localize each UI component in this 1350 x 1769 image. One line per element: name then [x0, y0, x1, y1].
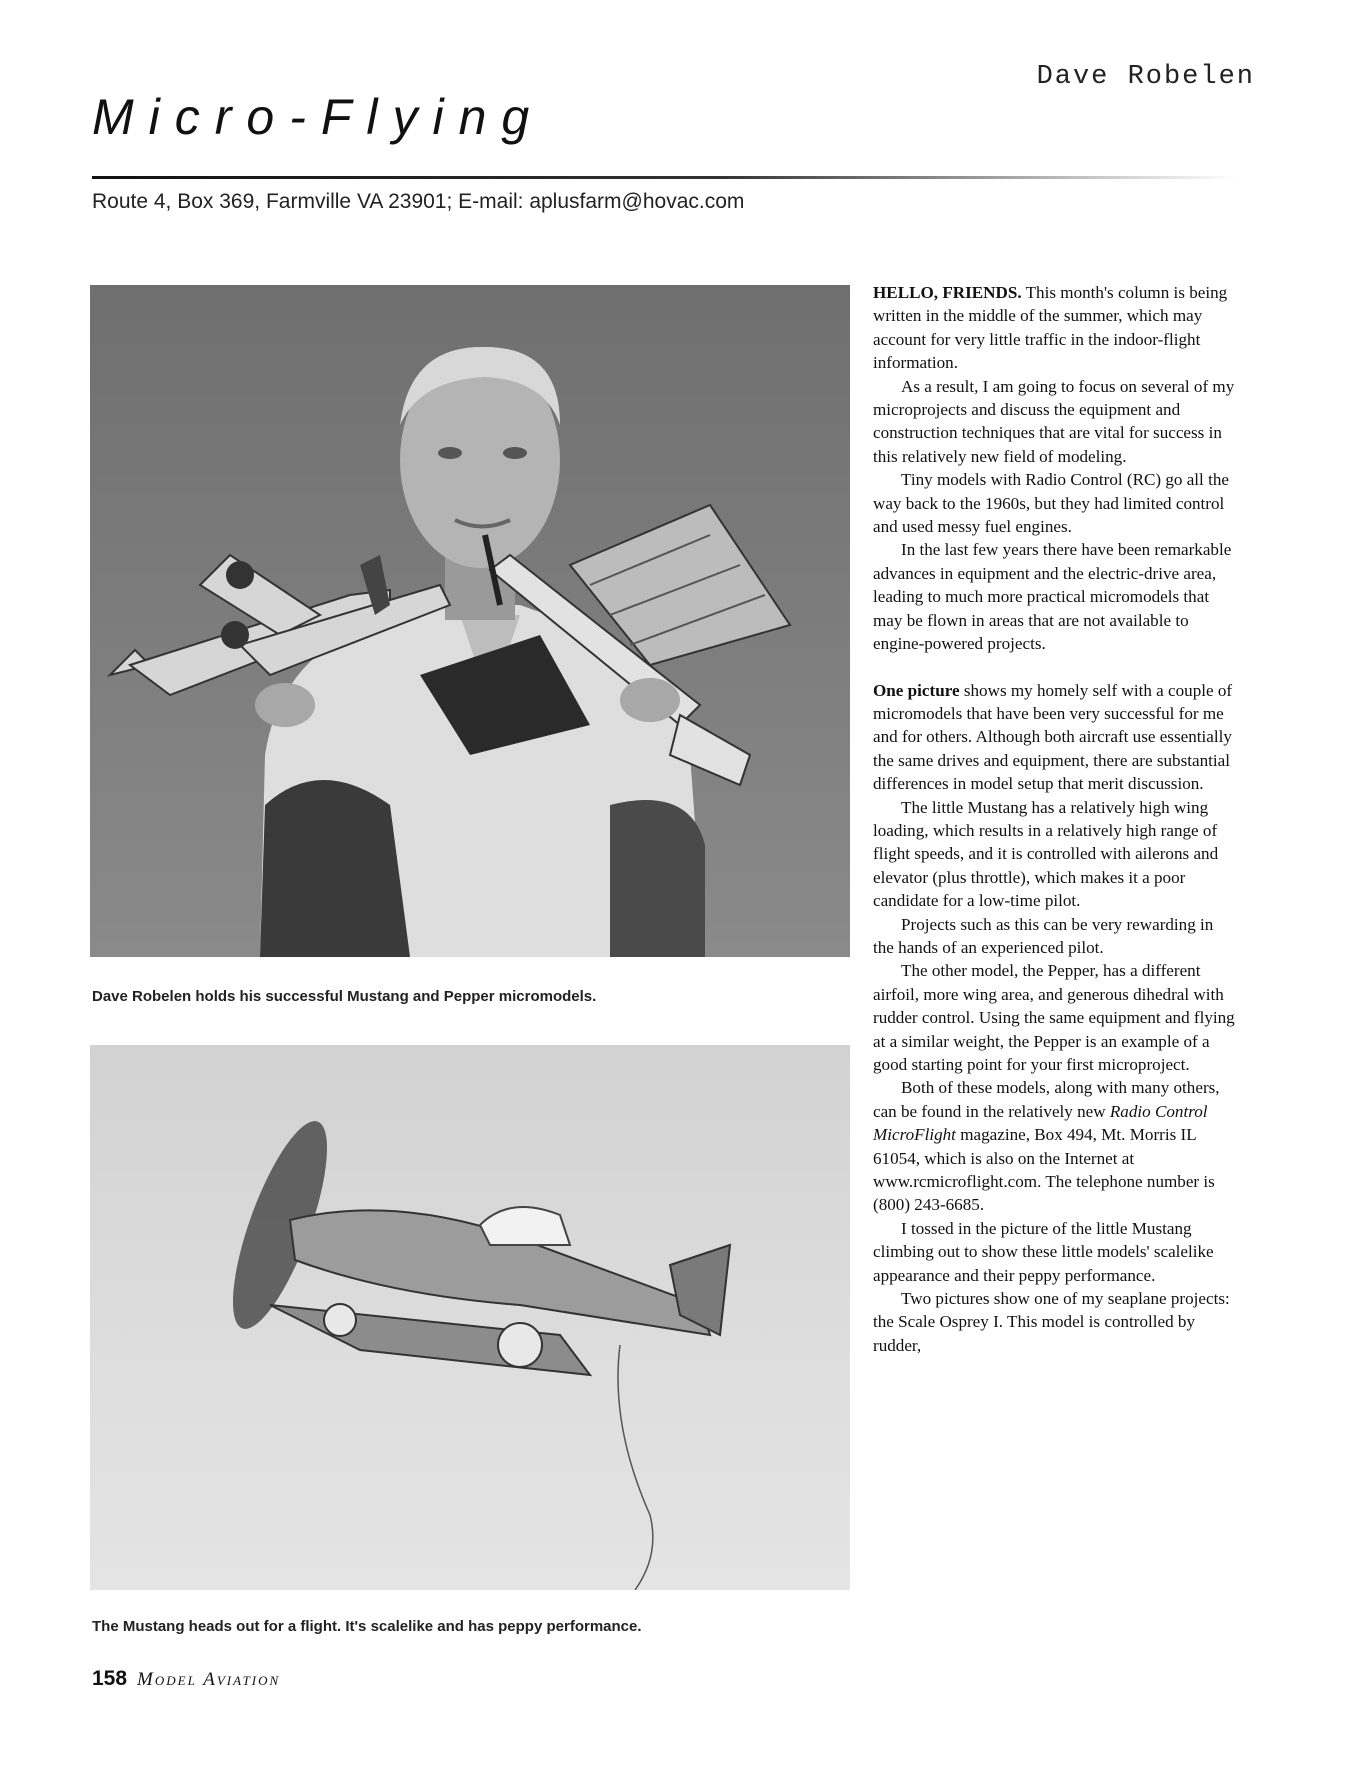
article-lead-in: HELLO, FRIENDS.	[873, 283, 1022, 302]
magazine-name: Model Aviation	[137, 1669, 281, 1690]
article-text: This month's column is being written in the middle of the summer, which may account for very little traffic in the indoor-flight information.	[873, 283, 1228, 373]
article-paragraph: The other model, the Pepper, has a different airfoil, more wing area, and generous dihedral with rudder control. Using the same equipment and flying at a similar weight, the Pepper is an example of a good starting point for your first microproject.	[873, 961, 1235, 1074]
article-paragraph: I tossed in the picture of the little Mustang climbing out to show these little models' scalelike appearance and their peppy performance.	[873, 1218, 1214, 1285]
article-text: shows my homely self with a couple of micromodels that have been very successful for me and for others. Although both aircraft use essentially the same drives and equipment, there are substantial differences in model setup that merit discussion.	[873, 680, 1233, 794]
article-paragraph: Tiny models with Radio Control (RC) go all the way back to the 1960s, but they had limited control and used messy fuel engines.	[873, 470, 1229, 537]
article-paragraph: Projects such as this can be very rewarding in the hands of an experienced pilot.	[873, 914, 1214, 957]
article-text: Both of these models, along with many others, can be found in the relatively new	[873, 1078, 1220, 1121]
article-paragraph	[873, 1076, 1235, 1216]
column-title: Micro-Flying	[92, 89, 545, 145]
article-text: magazine, Box 494, Mt. Morris IL 61054, which is also on the Internet at www.rcmicroflight.com. The telephone number is (800) 243-6685.	[873, 1125, 1215, 1215]
header-rule	[92, 176, 1237, 179]
photo2-caption: The Mustang heads out for a flight. It's scalelike and has peppy performance.	[92, 1618, 642, 1635]
article-paragraph	[873, 281, 1235, 375]
article-lead-in: One picture	[873, 680, 960, 700]
magazine-reference: Radio Control MicroFlight	[873, 1101, 1208, 1145]
article-paragraph: Two pictures show one of my seaplane projects: the Scale Osprey I. This model is controlled by rudder,	[873, 1289, 1230, 1355]
author-address: Route 4, Box 369, Farmville VA 23901; E-mail: aplusfarm@hovac.com	[92, 190, 745, 213]
article-paragraph: As a result, I am going to focus on several of my microprojects and discuss the equipment and construction techniques that are vital for success in this relatively new field of modeling.	[873, 376, 1235, 466]
article-paragraph: In the last few years there have been remarkable advances in equipment and the electric-drive area, leading to much more practical micromodels that may be flown in areas that are not available to engine-powered projects.	[873, 540, 1232, 654]
photo1-caption: Dave Robelen holds his successful Mustang and Pepper micromodels.	[92, 988, 597, 1005]
article-paragraph: The little Mustang has a relatively high wing loading, which results in a relatively high range of flight speeds, and it is controlled with ailerons and elevator (plus throttle), which makes it a poor candidate for a low-time pilot.	[873, 797, 1219, 911]
photo-robelen-with-models	[90, 285, 850, 957]
article-paragraph	[873, 679, 1235, 796]
article-body	[873, 281, 1235, 1357]
photo-mustang-in-flight	[90, 1045, 850, 1590]
author-name: Dave Robelen	[1036, 62, 1255, 92]
page-folio	[92, 1667, 280, 1691]
page-number: 158	[92, 1667, 128, 1690]
